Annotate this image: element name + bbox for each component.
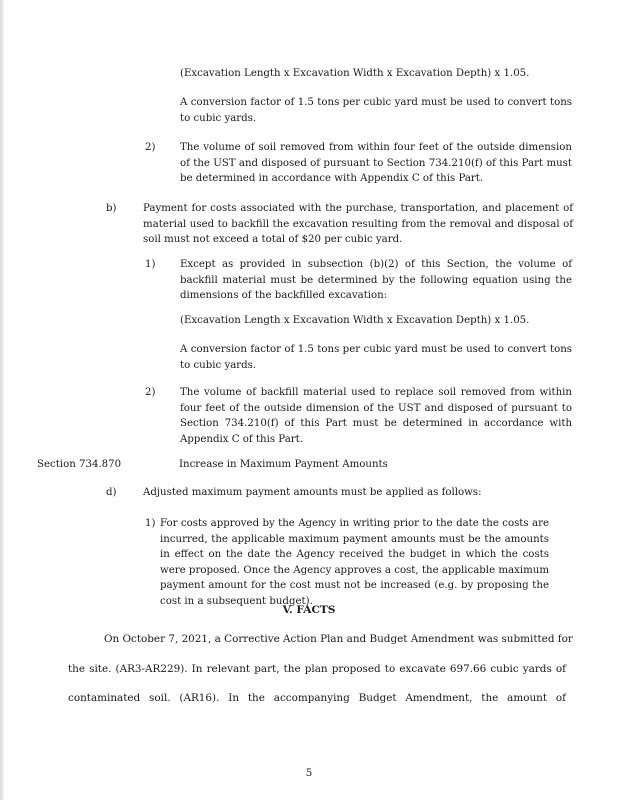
item-number: 1): [145, 259, 156, 270]
backfill-replacement-paragraph: The volume of backfill material used to replace soil removed from within four feet of the outside dimension of the UST and disposed of pursuant to Section 734.210(f) of this Part must be determined in accordance with Appendix C of this Part.: [180, 387, 572, 445]
facts-line: contaminated soil. (AR16). In the accompanying Budget Amendment, the amount of: [68, 692, 566, 704]
conversion-factor-paragraph: A conversion factor of 1.5 tons per cubic yard must be used to convert tons to cubic yards.: [180, 344, 572, 371]
facts-line: the site. (AR3-AR229). In relevant part, the plan proposed to excavate 697.66 cubic yards of: [68, 663, 566, 675]
soil-volume-paragraph: The volume of soil removed from within four feet of the outside dimension of the UST and disposed of pursuant to Section 734.210(f) of this Part must be determined in accordance with Appendix C of this Part.: [180, 142, 572, 185]
backfill-payment-paragraph: Payment for costs associated with the purchase, transportation, and placement of material used to backfill the excavation resulting from the removal and disposal of soil must not exceed a total of $20 per cubic yard.: [143, 203, 573, 246]
subsection-label-d: d): [106, 487, 117, 498]
excavation-equation: (Excavation Length x Excavation Width x Excavation Depth) x 1.05.: [180, 68, 530, 79]
scan-edge-shadow: [0, 0, 4, 800]
page-number: 5: [305, 768, 313, 779]
facts-line: On October 7, 2021, a Corrective Action Plan and Budget Amendment was submitted for: [104, 633, 573, 645]
section-number: Section 734.870: [37, 459, 122, 470]
item-number: 2): [145, 142, 156, 153]
adjusted-payment-paragraph: Adjusted maximum payment amounts must be applied as follows:: [143, 487, 482, 498]
conversion-factor-paragraph: A conversion factor of 1.5 tons per cubic yard must be used to convert tons to cubic yards.: [180, 97, 572, 124]
agency-approval-paragraph: For costs approved by the Agency in writing prior to the date the costs are incurred, the applicable maximum payment amounts must be the amounts in effect on the date the Agency received the budget in which the costs were proposed. Once the Agency approves a cost, the applicable maximum payment amount for the cost must not be increased (e.g. by proposing the cost in a subsequent budget).: [160, 518, 549, 607]
item-number: 1): [145, 518, 156, 529]
facts-heading: V. FACTS: [282, 604, 336, 616]
backfill-volume-paragraph: Except as provided in subsection (b)(2) of this Section, the volume of backfill material must be determined by the following equation using the dimensions of the backfilled excavation:: [180, 259, 572, 302]
backfill-equation: (Excavation Length x Excavation Width x Excavation Depth) x 1.05.: [180, 315, 530, 326]
section-title: Increase in Maximum Payment Amounts: [179, 459, 388, 470]
subsection-label-b: b): [106, 203, 117, 214]
item-number: 2): [145, 387, 156, 398]
